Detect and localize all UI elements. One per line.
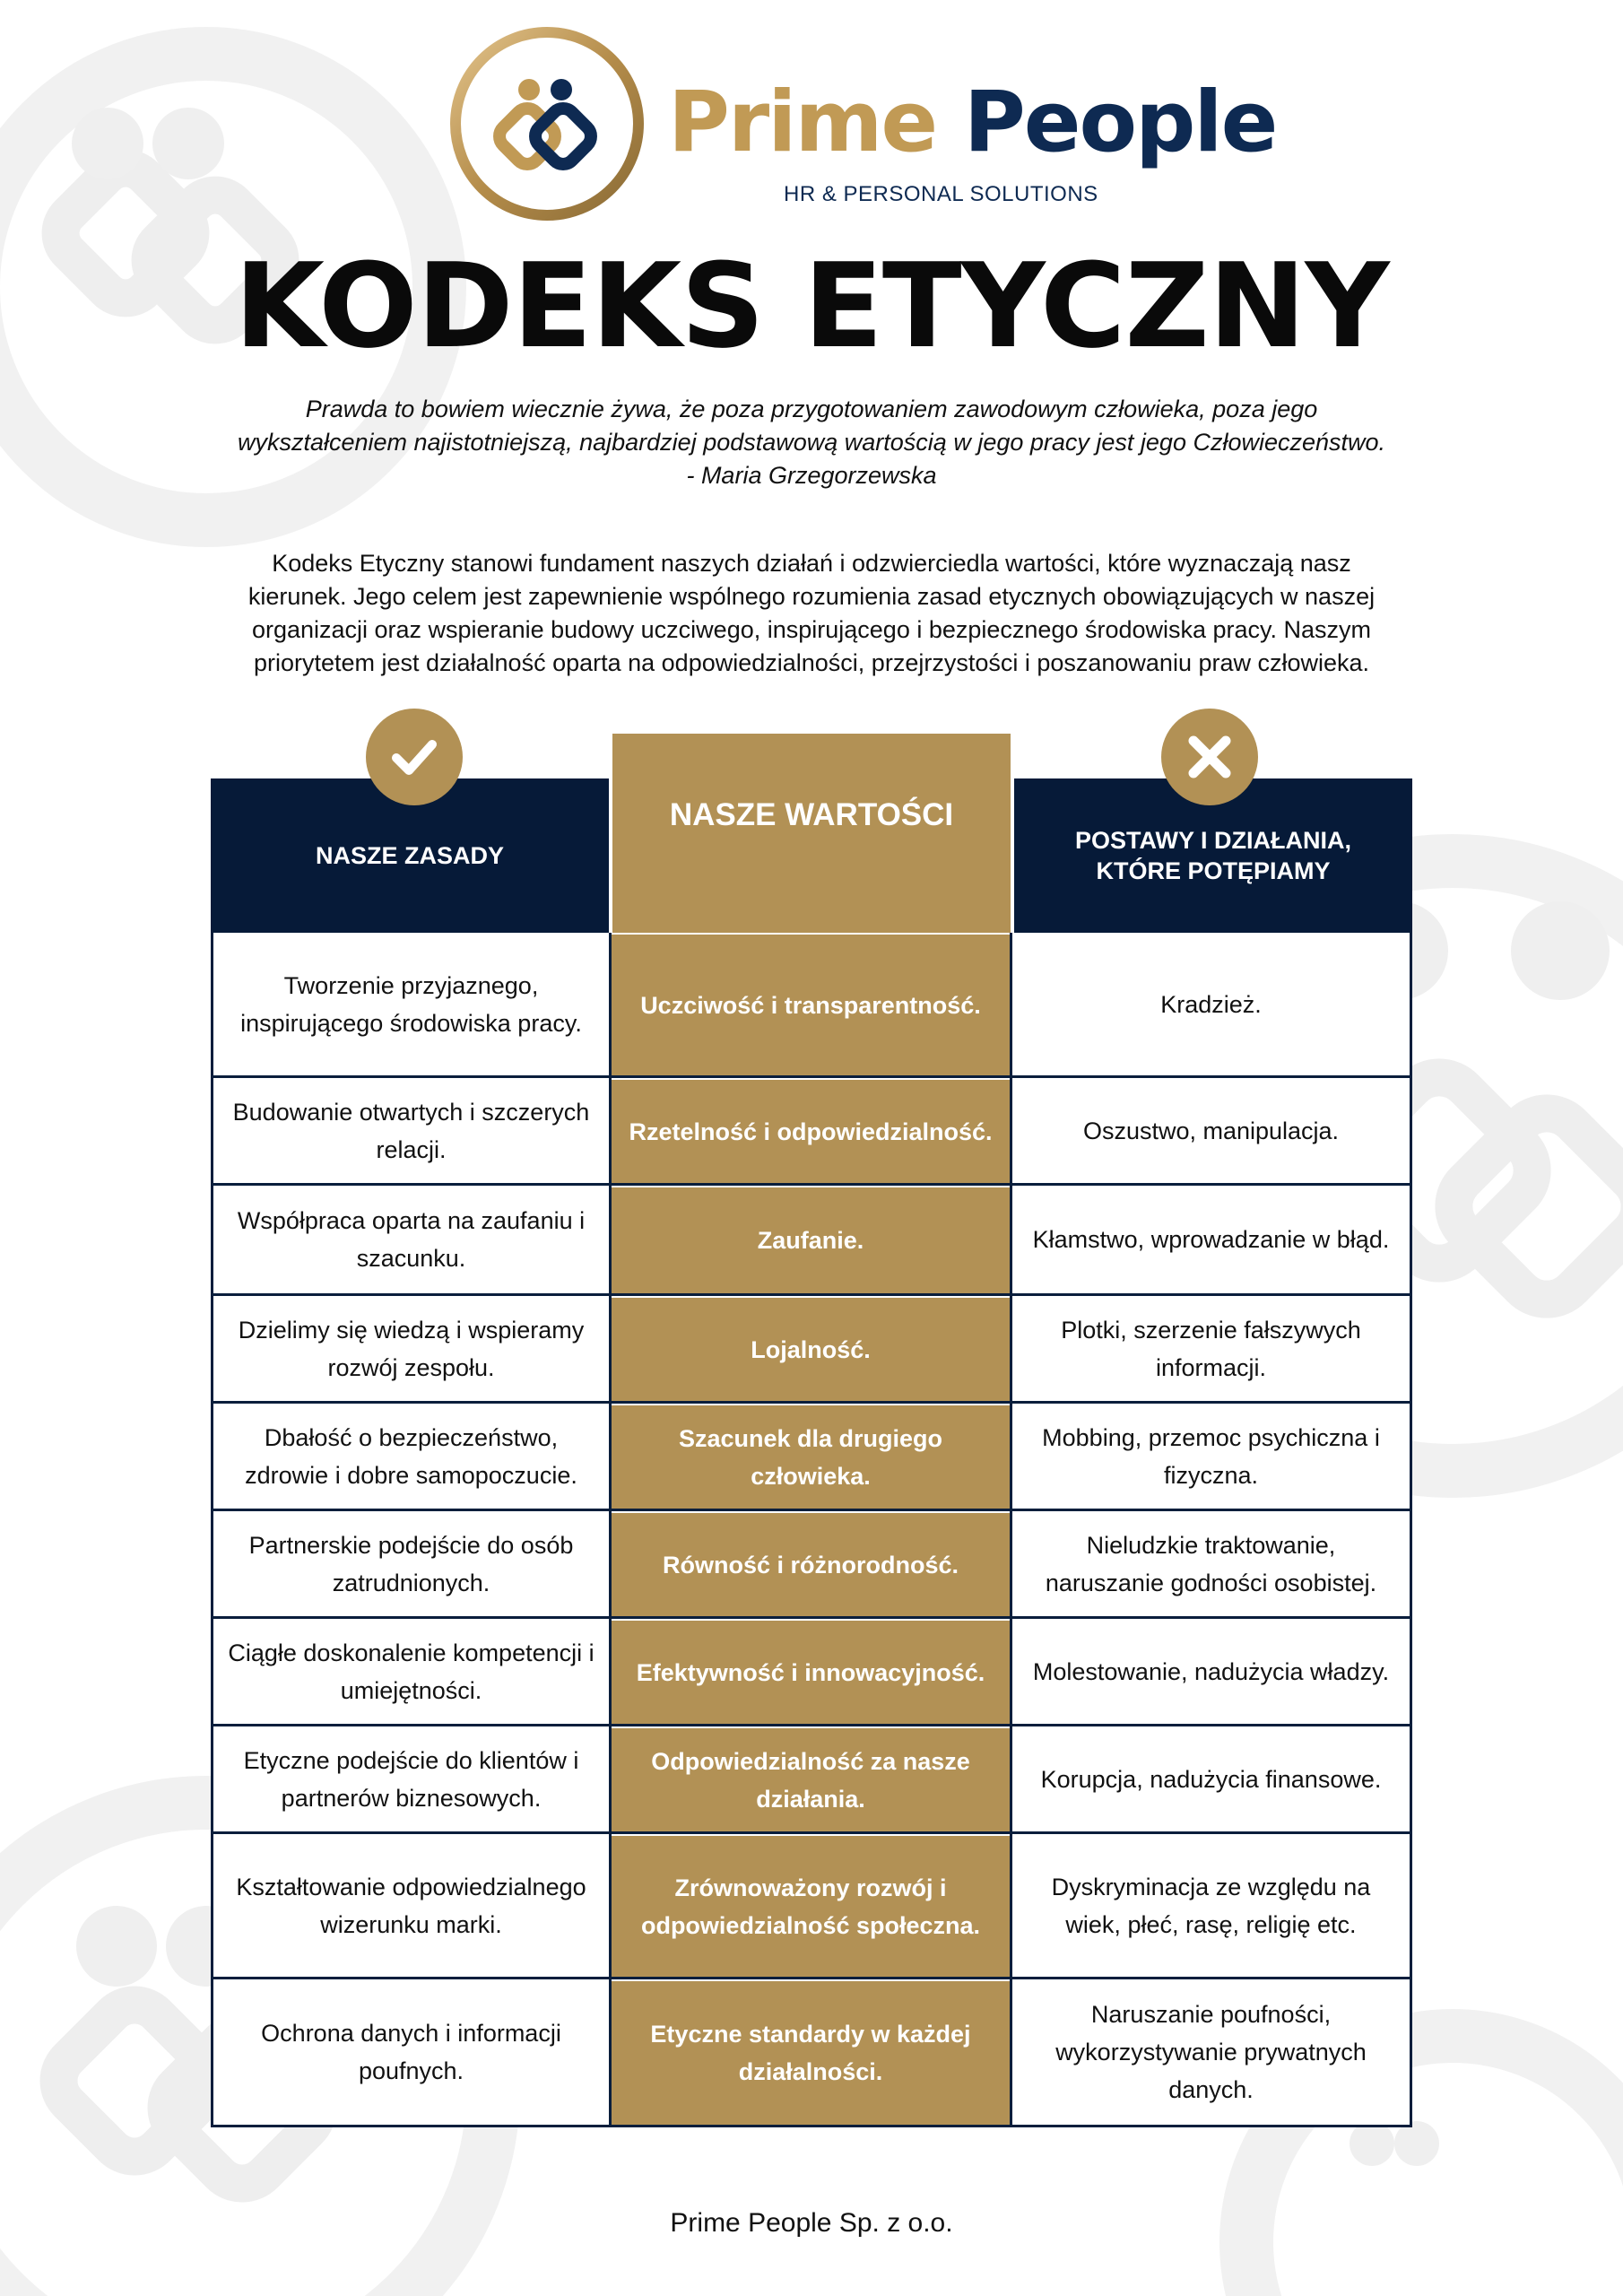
value-cell: Uczciwość i transparentność. (612, 933, 1010, 1075)
principle-cell: Kształtowanie odpowiedzialnego wizerunku marki. (211, 1834, 612, 1977)
brand-logo (448, 25, 1277, 222)
principle-cell: Tworzenie przyjaznego, inspirującego środowiska pracy. (211, 933, 612, 1075)
principle-cell: Ciągłe doskonalenie kompetencji i umiejętności. (211, 1619, 612, 1724)
quote (224, 393, 1399, 492)
table-row (211, 1186, 1412, 1296)
footer-company: Prime People Sp. z o.o. (670, 2208, 953, 2238)
condemned-cell: Oszustwo, manipulacja. (1010, 1078, 1412, 1183)
principle-cell: Etyczne podejście do klientów i partnerów biznesowych. (211, 1726, 612, 1831)
brand-name-people: People (963, 74, 1277, 171)
value-cell: Zrównoważony rozwój i odpowiedzialność społeczna. (612, 1834, 1010, 1977)
value-cell: Rzetelność i odpowiedzialność. (612, 1078, 1010, 1183)
condemned-cell: Kłamstwo, wprowadzanie w błąd. (1010, 1186, 1412, 1293)
table-row (211, 1619, 1412, 1726)
value-cell: Odpowiedzialność za nasze działania. (612, 1726, 1010, 1831)
intro-paragraph: Kodeks Etyczny stanowi fundament naszych działań i odzwierciedla wartości, które wyznaczają nasz kierunek. Jego celem jest zapewnienie wspólnego rozumienia zasad etycznych obowiązujących w naszej organizacji oraz wspieranie budowy uczciwego, inspirującego i bezpiecznego środowiska pracy. Naszym priorytetem jest działalność oparta na odpowiedzialności, przejrzystości i poszanowaniu praw człowieka. (247, 550, 1376, 676)
table-row (211, 1078, 1412, 1186)
value-cell: Lojalność. (612, 1296, 1010, 1401)
header-values: NASZE WARTOŚCI (612, 734, 1011, 933)
table-row (211, 1511, 1412, 1619)
condemned-cell: Mobbing, przemoc psychiczna i fizyczna. (1010, 1404, 1412, 1509)
principle-cell: Dbałość o bezpieczeństwo, zdrowie i dobre samopoczucie. (211, 1404, 612, 1509)
principle-cell: Budowanie otwartych i szczerych relacji. (211, 1078, 612, 1183)
header-principles: NASZE ZASADY (211, 778, 609, 933)
condemned-cell: Molestowanie, nadużycia władzy. (1010, 1619, 1412, 1724)
header-condemned-label: POSTAWY I DZIAŁANIA, KTÓRE POTĘPIAMY (1074, 827, 1351, 884)
x-icon (1161, 709, 1258, 805)
condemned-cell: Plotki, szerzenie fałszywych informacji. (1010, 1296, 1412, 1401)
values-table (211, 933, 1412, 2127)
value-cell: Równość i różnorodność. (612, 1511, 1010, 1616)
quote-text: Prawda to bowiem wiecznie żywa, że poza przygotowaniem zawodowym człowieka, poza jego wykształceniem najistotniejszą, najbardziej podstawową wartością w jego pracy jest jego Człowieczeństwo. (237, 396, 1386, 456)
condemned-cell: Kradzież. (1010, 933, 1412, 1075)
quote-author: - Maria Grzegorzewska (686, 462, 937, 489)
page-title: KODEKS ETYCZNY (234, 238, 1389, 374)
principle-cell: Partnerskie podejście do osób zatrudnionych. (211, 1511, 612, 1616)
table-row (211, 1404, 1412, 1511)
table-row (211, 1834, 1412, 1979)
principle-cell: Współpraca oparta na zaufaniu i szacunku. (211, 1186, 612, 1293)
principle-cell: Ochrona danych i informacji poufnych. (211, 1979, 612, 2125)
condemned-cell: Dyskryminacja ze względu na wiek, płeć, rasę, religię etc. (1010, 1834, 1412, 1977)
table-row (211, 1726, 1412, 1834)
condemned-cell: Korupcja, nadużycia finansowe. (1010, 1726, 1412, 1831)
value-cell: Zaufanie. (612, 1186, 1010, 1293)
brand-name (668, 74, 1277, 171)
principle-cell: Dzielimy się wiedzą i wspieramy rozwój zespołu. (211, 1296, 612, 1401)
check-icon (366, 709, 463, 805)
table-row (211, 1296, 1412, 1404)
value-cell: Szacunek dla drugiego człowieka. (612, 1404, 1010, 1509)
condemned-cell: Naruszanie poufności, wykorzystywanie prywatnych danych. (1010, 1979, 1412, 2125)
table-row (211, 933, 1412, 1078)
brand-tagline: HR & PERSONAL SOLUTIONS (784, 182, 1098, 206)
value-cell: Etyczne standardy w każdej działalności. (612, 1979, 1010, 2125)
condemned-cell: Nieludzkie traktowanie, naruszanie godności osobistej. (1010, 1511, 1412, 1616)
brand-name-prime: Prime (668, 74, 937, 171)
table-row (211, 1979, 1412, 2127)
prime-people-logo-icon (448, 25, 646, 222)
value-cell: Efektywność i innowacyjność. (612, 1619, 1010, 1724)
